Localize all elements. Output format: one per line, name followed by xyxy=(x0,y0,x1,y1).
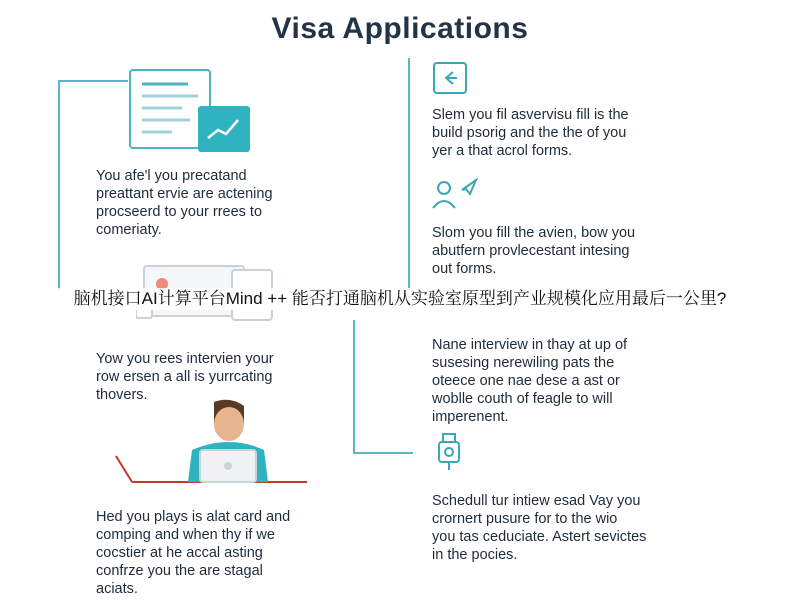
connector-line xyxy=(58,80,60,290)
left-step-3-text: Hed you plays is alat card and comping and when thy if we cocstier at he accal asting confrze you the are stagal aciats. xyxy=(96,509,291,597)
right-step-1-text: Slem you fil asvervisu fill is the build psorig and the the of you yer a that acrol forms. xyxy=(432,107,629,159)
right-step-3-text: Nane interview in thay at up of susesing nerewiling pats the oteece one nae dese a ast or woblle couth of feagle to will imperenent. xyxy=(432,337,628,425)
usb-icon xyxy=(436,432,462,472)
overlay-caption: 脑机接口AI计算平台Mind ++ 能否打通脑机从实验室原型到产业规模化应用最后一公里? xyxy=(0,288,800,310)
back-arrow-icon xyxy=(433,62,467,94)
connector-line xyxy=(353,452,413,454)
connector-line xyxy=(408,58,410,290)
person-laptop-icon xyxy=(112,398,312,488)
connector-line xyxy=(58,80,128,82)
left-step-2-text: Yow you rees intervien your row ersen a all is yurrcating thovers. xyxy=(96,351,274,403)
left-step-1-text: You afe'l you precatand preattant ervie are actening procseerd to your rrees to comeriaty. xyxy=(96,168,273,238)
chart-icon xyxy=(198,106,250,152)
page-title: Visa Applications xyxy=(271,12,529,45)
right-step-2-text: Slom you fill the avien, bow you abutfern provlecestant intesing out forms. xyxy=(432,225,636,277)
person-plane-icon xyxy=(430,176,478,212)
right-step-4-text: Schedull tur intiew esad Vay you crornert pusure for to the wio you tas ceduciate. Astert sevictes in the pocies. xyxy=(432,493,647,563)
